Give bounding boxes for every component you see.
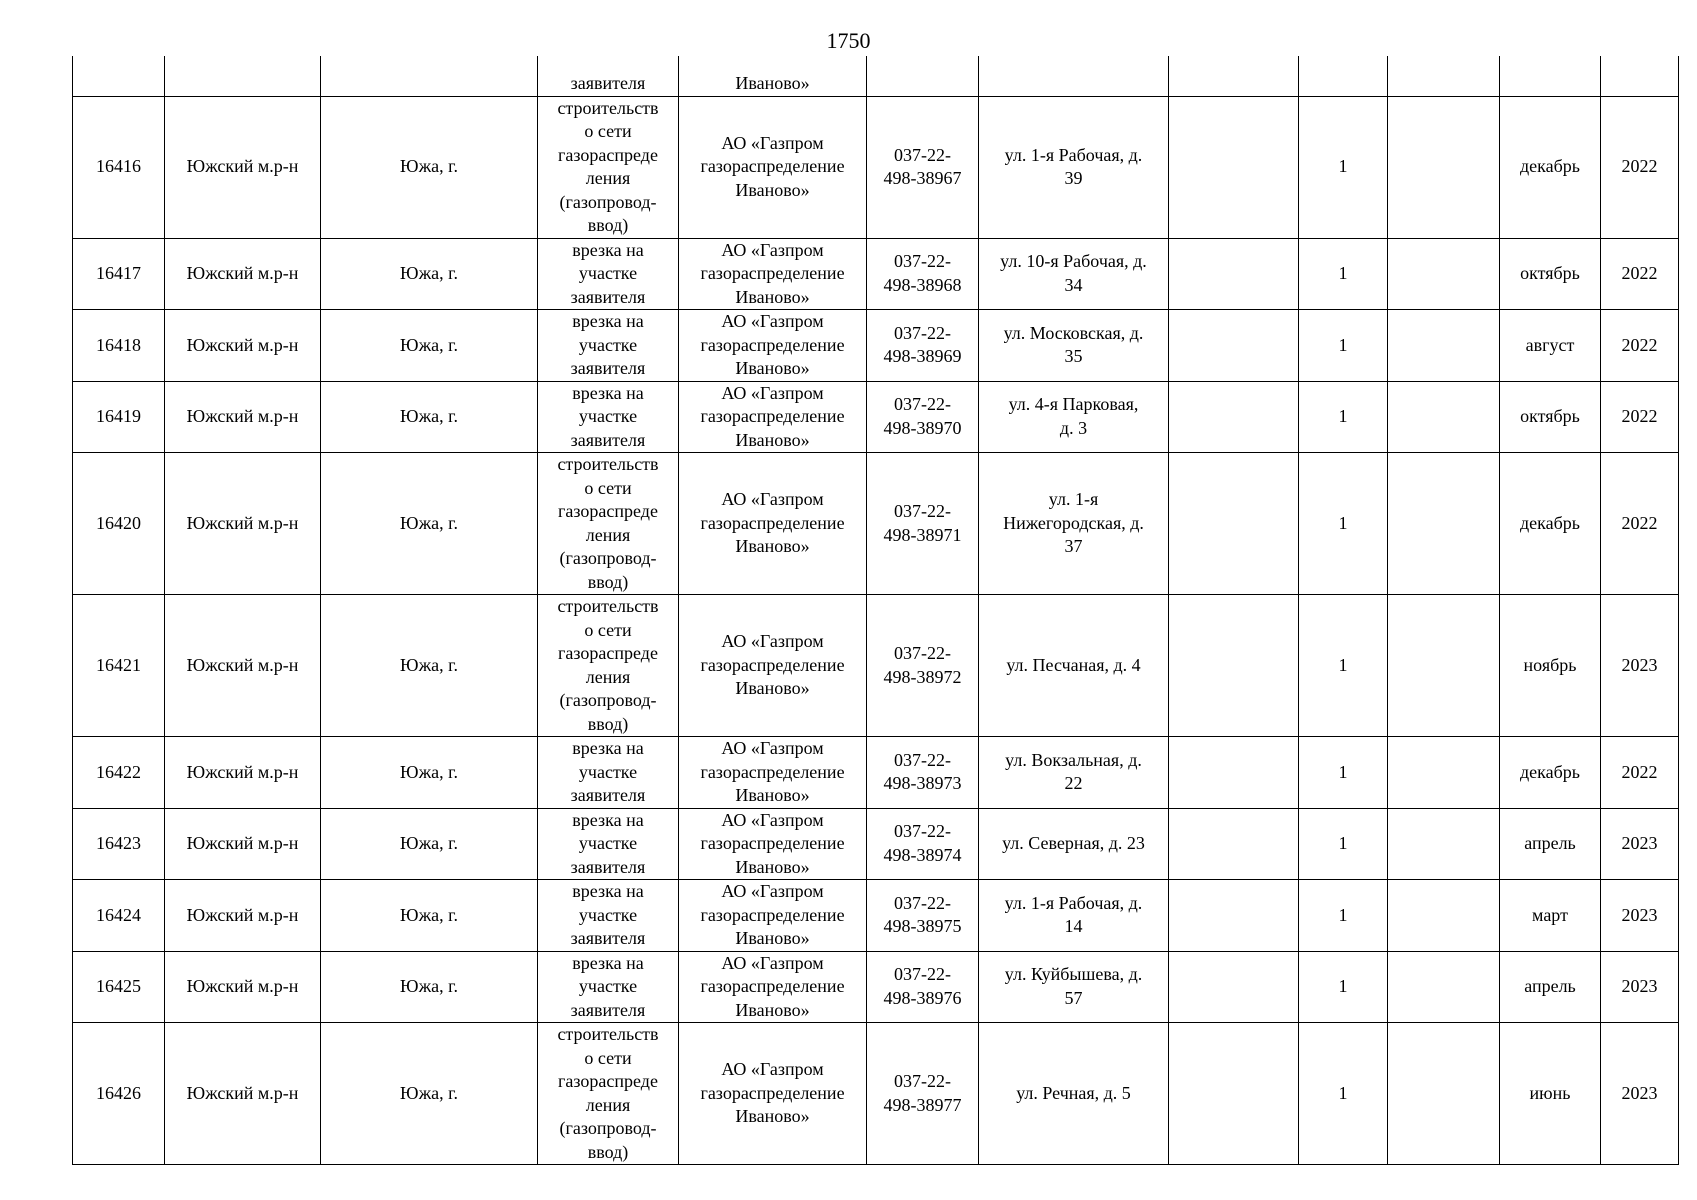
cell-district bbox=[165, 238, 321, 310]
cell-work-type bbox=[538, 808, 679, 880]
cell-locality bbox=[321, 238, 538, 310]
cell-empty bbox=[1388, 96, 1500, 238]
year-text: 2022 bbox=[1621, 512, 1658, 533]
table-row bbox=[73, 381, 1679, 453]
month-text: апрель bbox=[1524, 976, 1576, 996]
cell-locality bbox=[321, 310, 538, 382]
id-text: 16423 bbox=[96, 833, 141, 853]
cell-empty bbox=[1169, 238, 1299, 310]
cell-empty bbox=[73, 56, 165, 96]
id-text: 16418 bbox=[96, 334, 141, 355]
cell-id bbox=[73, 96, 165, 238]
register-table bbox=[72, 56, 1679, 1165]
cell-work-type bbox=[538, 381, 679, 453]
cell-code bbox=[867, 880, 979, 952]
district-text: Южский м.р-н bbox=[186, 156, 299, 177]
locality-text: Южа, г. bbox=[400, 512, 458, 533]
cell-year bbox=[1601, 238, 1679, 310]
code-text: 037-22- 498-38972 bbox=[883, 643, 962, 687]
table-row bbox=[73, 310, 1679, 382]
organization-text: АО «Газпром газораспределение Иваново» bbox=[700, 239, 845, 307]
district-text: Южский м.р-н bbox=[186, 1082, 299, 1103]
cell-work-type bbox=[538, 238, 679, 310]
cell-empty bbox=[1169, 310, 1299, 382]
cell-count bbox=[1299, 737, 1388, 809]
cell-code bbox=[867, 737, 979, 809]
cell-empty bbox=[1601, 56, 1679, 96]
cell-address bbox=[979, 1023, 1169, 1165]
cell-district bbox=[165, 1023, 321, 1165]
work-type-text: врезка на участке заявителя bbox=[570, 382, 646, 450]
month-text: август bbox=[1525, 334, 1575, 355]
organization-text: АО «Газпром газораспределение Иваново» bbox=[700, 631, 845, 699]
cell-count bbox=[1299, 951, 1388, 1023]
cell-empty bbox=[1388, 453, 1500, 595]
month-text: декабрь bbox=[1520, 761, 1580, 782]
locality-text: Южа, г. bbox=[400, 156, 458, 177]
district-text: Южский м.р-н bbox=[186, 833, 299, 853]
cell-code bbox=[867, 381, 979, 453]
cell-locality bbox=[321, 1023, 538, 1165]
cell-code bbox=[867, 1023, 979, 1165]
cell-year bbox=[1601, 737, 1679, 809]
code-text: 037-22- 498-38970 bbox=[883, 394, 962, 438]
district-text: Южский м.р-н bbox=[186, 976, 299, 996]
cell-organization bbox=[679, 737, 867, 809]
cell-district bbox=[165, 453, 321, 595]
organization-text: АО «Газпром газораспределение Иваново» bbox=[700, 881, 845, 948]
count-text: 1 bbox=[1338, 263, 1348, 283]
address-text: ул. Северная, д. 23 bbox=[1002, 833, 1145, 853]
address-text: ул. Песчаная, д. 4 bbox=[1006, 654, 1141, 675]
district-text: Южский м.р-н bbox=[186, 334, 299, 355]
work-type-text: врезка на участке заявителя bbox=[570, 809, 646, 877]
cell-id bbox=[73, 453, 165, 595]
month-text: октябрь bbox=[1520, 263, 1580, 283]
cell-empty bbox=[321, 56, 538, 96]
cell-organization bbox=[679, 381, 867, 453]
cell-empty bbox=[1169, 880, 1299, 952]
cell-month bbox=[1500, 1023, 1601, 1165]
page-number: 1750 bbox=[826, 28, 871, 53]
year-text: 2023 bbox=[1621, 976, 1658, 996]
year-text: 2022 bbox=[1621, 263, 1658, 283]
year-text: 2023 bbox=[1621, 833, 1658, 853]
cell-empty bbox=[1500, 56, 1601, 96]
district-text: Южский м.р-н bbox=[186, 406, 299, 426]
cell-count bbox=[1299, 808, 1388, 880]
cell-empty bbox=[979, 56, 1169, 96]
cell-count bbox=[1299, 381, 1388, 453]
count-text: 1 bbox=[1338, 406, 1348, 426]
cell-code bbox=[867, 453, 979, 595]
year-text: 2023 bbox=[1621, 904, 1658, 925]
organization-text: Иваново» bbox=[735, 73, 810, 93]
district-text: Южский м.р-н bbox=[186, 263, 299, 283]
cell-locality bbox=[321, 951, 538, 1023]
organization-text: АО «Газпром газораспределение Иваново» bbox=[700, 382, 845, 450]
address-text: ул. Вокзальная, д. 22 bbox=[1005, 749, 1142, 794]
work-type-text: строительств о сети газораспреде ления (газопровод- ввод) bbox=[557, 454, 659, 592]
count-text: 1 bbox=[1338, 1082, 1348, 1103]
cell-count bbox=[1299, 880, 1388, 952]
id-text: 16421 bbox=[96, 654, 141, 675]
cell-count bbox=[1299, 310, 1388, 382]
organization-text: АО «Газпром газораспределение Иваново» bbox=[700, 738, 845, 805]
cell-address bbox=[979, 96, 1169, 238]
cell-code bbox=[867, 808, 979, 880]
locality-text: Южа, г. bbox=[400, 263, 458, 283]
cell-empty bbox=[1169, 381, 1299, 453]
cell-organization bbox=[679, 56, 867, 96]
address-text: ул. 1-я Рабочая, д. 14 bbox=[1004, 892, 1143, 937]
id-text: 16422 bbox=[96, 761, 141, 782]
address-text: ул. Речная, д. 5 bbox=[1016, 1082, 1131, 1103]
cell-month bbox=[1500, 595, 1601, 737]
work-type-text: врезка на участке заявителя bbox=[570, 738, 646, 805]
cell-work-type bbox=[538, 56, 679, 96]
cell-empty bbox=[1388, 238, 1500, 310]
cell-id bbox=[73, 595, 165, 737]
code-text: 037-22- 498-38977 bbox=[883, 1071, 962, 1115]
id-text: 16420 bbox=[96, 512, 141, 533]
cell-id bbox=[73, 951, 165, 1023]
cell-locality bbox=[321, 808, 538, 880]
id-text: 16419 bbox=[96, 406, 141, 426]
locality-text: Южа, г. bbox=[400, 654, 458, 675]
address-text: ул. Московская, д. 35 bbox=[1003, 322, 1144, 367]
district-text: Южский м.р-н bbox=[186, 512, 299, 533]
cell-code bbox=[867, 310, 979, 382]
cell-work-type bbox=[538, 1023, 679, 1165]
district-text: Южский м.р-н bbox=[186, 654, 299, 675]
cell-code bbox=[867, 238, 979, 310]
cell-locality bbox=[321, 737, 538, 809]
table-row bbox=[73, 595, 1679, 737]
cell-code bbox=[867, 951, 979, 1023]
cell-id bbox=[73, 808, 165, 880]
cell-address bbox=[979, 595, 1169, 737]
count-text: 1 bbox=[1338, 654, 1348, 675]
year-text: 2023 bbox=[1621, 1082, 1658, 1103]
month-text: декабрь bbox=[1520, 512, 1580, 533]
cell-empty bbox=[1169, 808, 1299, 880]
cell-year bbox=[1601, 453, 1679, 595]
address-text: ул. Куйбышева, д. 57 bbox=[1004, 964, 1143, 1008]
code-text: 037-22- 498-38969 bbox=[883, 322, 962, 367]
cell-address bbox=[979, 453, 1169, 595]
address-text: ул. 4-я Парковая, д. 3 bbox=[1008, 394, 1139, 438]
cell-organization bbox=[679, 595, 867, 737]
code-text: 037-22- 498-38976 bbox=[883, 964, 962, 1008]
year-text: 2022 bbox=[1621, 156, 1658, 177]
cell-organization bbox=[679, 96, 867, 238]
locality-text: Южа, г. bbox=[400, 761, 458, 782]
cell-address bbox=[979, 238, 1169, 310]
cell-organization bbox=[679, 453, 867, 595]
cell-district bbox=[165, 381, 321, 453]
id-text: 16424 bbox=[96, 904, 141, 925]
cell-empty bbox=[1388, 1023, 1500, 1165]
year-text: 2022 bbox=[1621, 334, 1658, 355]
cell-month bbox=[1500, 310, 1601, 382]
locality-text: Южа, г. bbox=[400, 334, 458, 355]
cell-work-type bbox=[538, 737, 679, 809]
cell-year bbox=[1601, 1023, 1679, 1165]
cell-count bbox=[1299, 96, 1388, 238]
cell-empty bbox=[1388, 737, 1500, 809]
cell-organization bbox=[679, 238, 867, 310]
cell-district bbox=[165, 96, 321, 238]
cell-empty bbox=[165, 56, 321, 96]
work-type-text: строительств о сети газораспреде ления (газопровод- ввод) bbox=[557, 596, 659, 734]
cell-empty bbox=[867, 56, 979, 96]
cell-address bbox=[979, 381, 1169, 453]
table-row bbox=[73, 96, 1679, 238]
cell-year bbox=[1601, 595, 1679, 737]
work-type-text: врезка на участке заявителя bbox=[570, 311, 646, 378]
count-text: 1 bbox=[1338, 156, 1348, 177]
count-text: 1 bbox=[1338, 761, 1348, 782]
month-text: апрель bbox=[1524, 833, 1576, 853]
cell-id bbox=[73, 381, 165, 453]
cell-district bbox=[165, 951, 321, 1023]
table-row bbox=[73, 951, 1679, 1023]
table-row bbox=[73, 808, 1679, 880]
cell-empty bbox=[1388, 595, 1500, 737]
code-text: 037-22- 498-38973 bbox=[883, 749, 962, 794]
id-text: 16426 bbox=[96, 1082, 141, 1103]
table-row bbox=[73, 880, 1679, 952]
work-type-text: строительств о сети газораспреде ления (газопровод- ввод) bbox=[557, 97, 659, 235]
cell-address bbox=[979, 951, 1169, 1023]
month-text: декабрь bbox=[1520, 156, 1580, 177]
code-text: 037-22- 498-38975 bbox=[883, 892, 962, 937]
cell-month bbox=[1500, 808, 1601, 880]
cell-locality bbox=[321, 880, 538, 952]
district-text: Южский м.р-н bbox=[186, 761, 299, 782]
cell-organization bbox=[679, 880, 867, 952]
count-text: 1 bbox=[1338, 334, 1348, 355]
cell-count bbox=[1299, 238, 1388, 310]
cell-organization bbox=[679, 808, 867, 880]
cell-code bbox=[867, 595, 979, 737]
cell-empty bbox=[1169, 737, 1299, 809]
cell-district bbox=[165, 737, 321, 809]
cell-month bbox=[1500, 381, 1601, 453]
cell-empty bbox=[1388, 310, 1500, 382]
cell-district bbox=[165, 595, 321, 737]
cell-organization bbox=[679, 310, 867, 382]
cell-year bbox=[1601, 96, 1679, 238]
month-text: июнь bbox=[1529, 1082, 1571, 1103]
cell-month bbox=[1500, 880, 1601, 952]
year-text: 2022 bbox=[1621, 761, 1658, 782]
count-text: 1 bbox=[1338, 833, 1348, 853]
cell-work-type bbox=[538, 951, 679, 1023]
cell-id bbox=[73, 1023, 165, 1165]
cell-work-type bbox=[538, 310, 679, 382]
organization-text: АО «Газпром газораспределение Иваново» bbox=[700, 311, 845, 378]
cell-empty bbox=[1169, 96, 1299, 238]
code-text: 037-22- 498-38967 bbox=[883, 144, 962, 188]
district-text: Южский м.р-н bbox=[186, 904, 299, 925]
cell-month bbox=[1500, 737, 1601, 809]
work-type-text: врезка на участке заявителя bbox=[570, 881, 646, 948]
cell-locality bbox=[321, 381, 538, 453]
work-type-text: строительств о сети газораспреде ления (газопровод- ввод) bbox=[557, 1024, 659, 1162]
code-text: 037-22- 498-38971 bbox=[883, 501, 962, 545]
cell-id bbox=[73, 238, 165, 310]
cell-work-type bbox=[538, 96, 679, 238]
cell-district bbox=[165, 310, 321, 382]
cell-locality bbox=[321, 453, 538, 595]
cell-empty bbox=[1169, 453, 1299, 595]
table-row bbox=[73, 737, 1679, 809]
cell-work-type bbox=[538, 453, 679, 595]
table-row bbox=[73, 453, 1679, 595]
table-row bbox=[73, 238, 1679, 310]
cell-id bbox=[73, 737, 165, 809]
organization-text: АО «Газпром газораспределение Иваново» bbox=[700, 952, 845, 1020]
cell-month bbox=[1500, 96, 1601, 238]
cell-district bbox=[165, 808, 321, 880]
code-text: 037-22- 498-38974 bbox=[883, 821, 962, 865]
cell-organization bbox=[679, 1023, 867, 1165]
cell-organization bbox=[679, 951, 867, 1023]
table-row-partial bbox=[73, 56, 1679, 96]
cell-code bbox=[867, 96, 979, 238]
cell-year bbox=[1601, 381, 1679, 453]
work-type-text: врезка на участке заявителя bbox=[570, 952, 646, 1020]
cell-address bbox=[979, 737, 1169, 809]
year-text: 2022 bbox=[1621, 406, 1658, 426]
cell-address bbox=[979, 880, 1169, 952]
cell-year bbox=[1601, 808, 1679, 880]
locality-text: Южа, г. bbox=[400, 1082, 458, 1103]
count-text: 1 bbox=[1338, 904, 1348, 925]
cell-id bbox=[73, 310, 165, 382]
month-text: ноябрь bbox=[1523, 654, 1577, 675]
locality-text: Южа, г. bbox=[400, 833, 458, 853]
organization-text: АО «Газпром газораспределение Иваново» bbox=[700, 1059, 845, 1127]
cell-empty bbox=[1299, 56, 1388, 96]
cell-empty bbox=[1388, 56, 1500, 96]
cell-month bbox=[1500, 453, 1601, 595]
cell-locality bbox=[321, 595, 538, 737]
cell-empty bbox=[1388, 808, 1500, 880]
id-text: 16417 bbox=[96, 263, 141, 283]
organization-text: АО «Газпром газораспределение Иваново» bbox=[700, 809, 845, 877]
cell-work-type bbox=[538, 595, 679, 737]
cell-locality bbox=[321, 96, 538, 238]
month-text: октябрь bbox=[1520, 406, 1580, 426]
cell-empty bbox=[1388, 951, 1500, 1023]
address-text: ул. 10-я Рабочая, д. 34 bbox=[1000, 251, 1147, 295]
cell-address bbox=[979, 310, 1169, 382]
cell-month bbox=[1500, 238, 1601, 310]
cell-month bbox=[1500, 951, 1601, 1023]
table-row bbox=[73, 1023, 1679, 1165]
organization-text: АО «Газпром газораспределение Иваново» bbox=[700, 132, 845, 200]
cell-count bbox=[1299, 595, 1388, 737]
cell-count bbox=[1299, 1023, 1388, 1165]
month-text: март bbox=[1532, 904, 1568, 925]
work-type-text: заявителя bbox=[570, 73, 646, 93]
cell-empty bbox=[1169, 56, 1299, 96]
count-text: 1 bbox=[1338, 512, 1348, 533]
id-text: 16416 bbox=[96, 156, 141, 177]
locality-text: Южа, г. bbox=[400, 406, 458, 426]
cell-empty bbox=[1388, 381, 1500, 453]
address-text: ул. 1-я Нижегородская, д. 37 bbox=[1003, 489, 1144, 557]
count-text: 1 bbox=[1338, 976, 1348, 996]
cell-empty bbox=[1169, 951, 1299, 1023]
locality-text: Южа, г. bbox=[400, 904, 458, 925]
code-text: 037-22- 498-38968 bbox=[883, 251, 962, 295]
cell-district bbox=[165, 880, 321, 952]
cell-id bbox=[73, 880, 165, 952]
id-text: 16425 bbox=[96, 976, 141, 996]
cell-year bbox=[1601, 310, 1679, 382]
cell-year bbox=[1601, 951, 1679, 1023]
organization-text: АО «Газпром газораспределение Иваново» bbox=[700, 489, 845, 557]
locality-text: Южа, г. bbox=[400, 976, 458, 996]
cell-empty bbox=[1169, 1023, 1299, 1165]
cell-year bbox=[1601, 880, 1679, 952]
work-type-text: врезка на участке заявителя bbox=[570, 239, 646, 307]
cell-empty bbox=[1169, 595, 1299, 737]
cell-count bbox=[1299, 453, 1388, 595]
cell-empty bbox=[1388, 880, 1500, 952]
year-text: 2023 bbox=[1621, 654, 1658, 675]
cell-work-type bbox=[538, 880, 679, 952]
cell-address bbox=[979, 808, 1169, 880]
address-text: ул. 1-я Рабочая, д. 39 bbox=[1004, 144, 1143, 188]
